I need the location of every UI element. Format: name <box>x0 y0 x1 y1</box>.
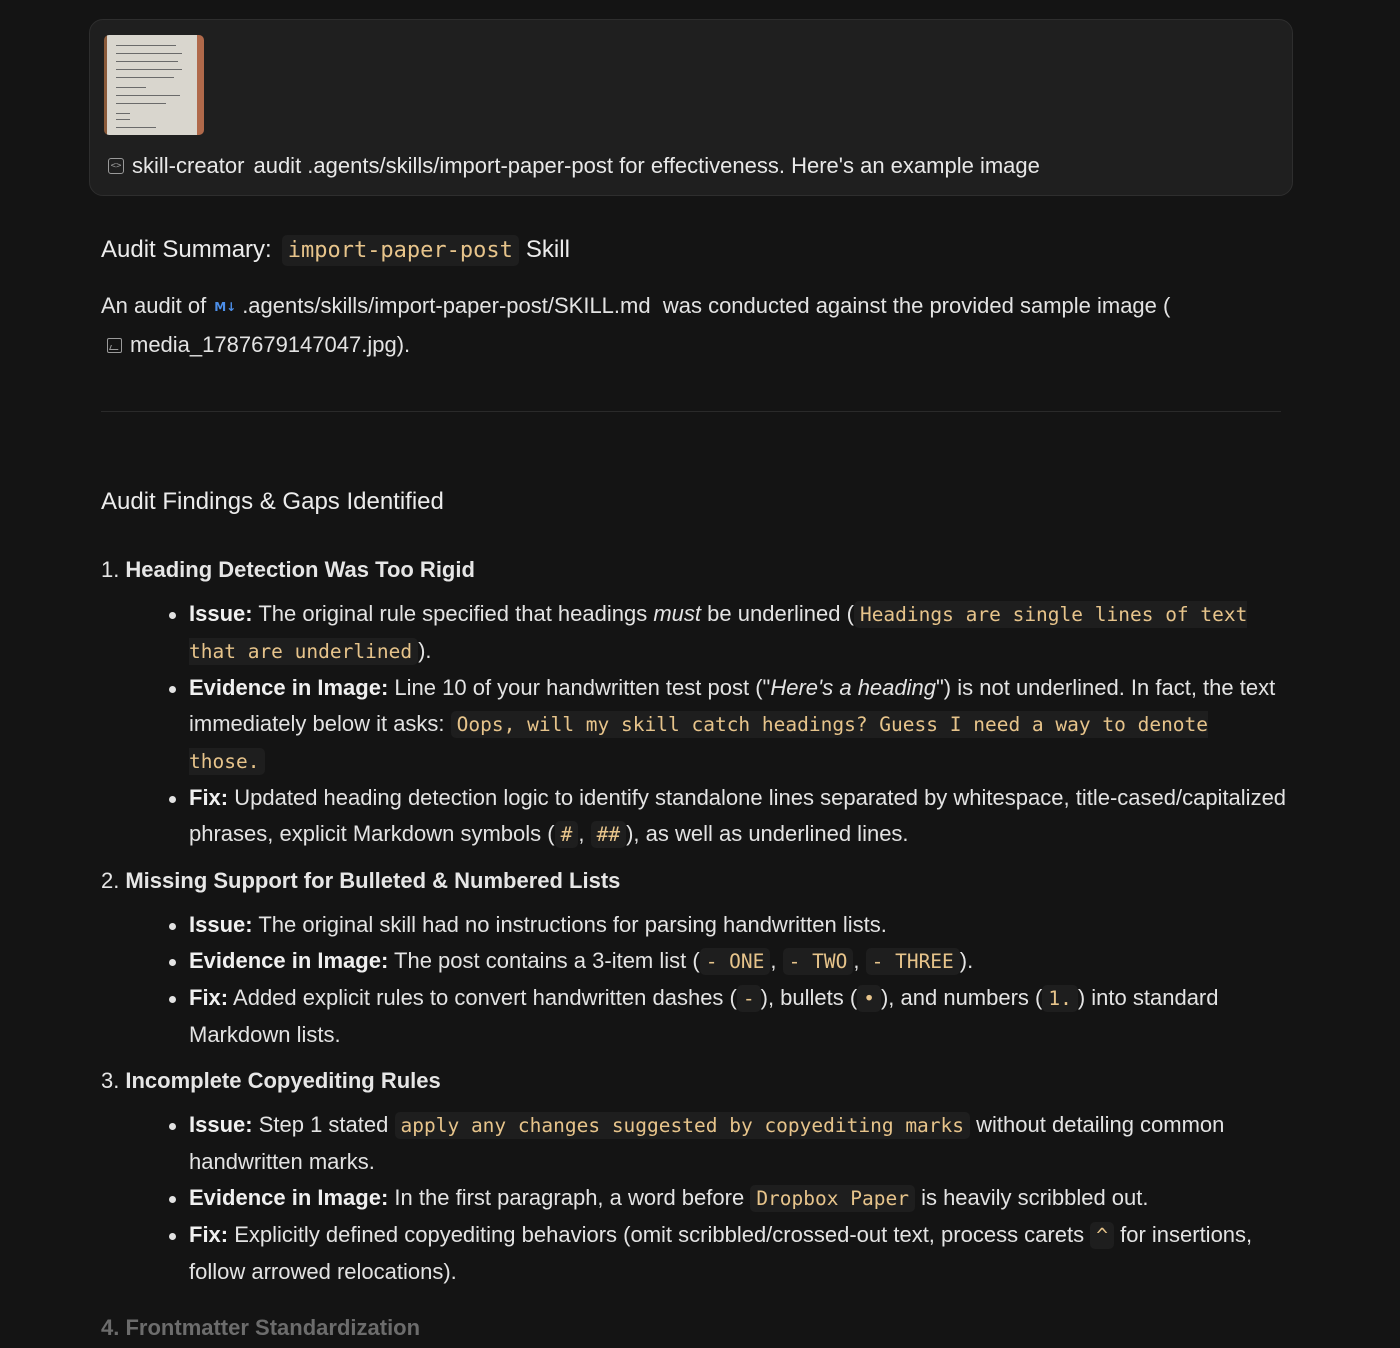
inline-code: Oops, will my skill catch headings? Guess I need a way to denote those. <box>189 713 1209 773</box>
evidence-point <box>189 943 1291 980</box>
skill-file-link[interactable]: .agents/skills/import-paper-post/SKILL.md <box>242 293 651 318</box>
skill-name-code: import-paper-post <box>282 235 519 266</box>
point-text: ") is not underlined. In fact, the text immediately below it asks: <box>189 675 1276 736</box>
evidence-label: Evidence in Image: <box>189 948 389 973</box>
image-file-icon <box>107 338 122 353</box>
point-text: ), as well as underlined lines. <box>626 821 909 846</box>
finding-number: 2. <box>101 868 120 893</box>
point-text: Step 1 stated <box>258 1112 389 1137</box>
point-text: Line 10 of your handwritten test post (" <box>394 675 771 700</box>
inline-code: ## <box>591 821 626 848</box>
attached-image-thumbnail[interactable] <box>104 35 204 135</box>
point-text: ) into standard Markdown lists. <box>189 985 1219 1047</box>
inline-code: - ONE <box>700 948 771 975</box>
point-text: , <box>853 948 860 973</box>
intro-text: An audit of <box>101 293 207 318</box>
point-text: without detailing common handwritten marks. <box>189 1112 1225 1174</box>
inline-code: - TWO <box>783 948 854 975</box>
issue-point <box>189 907 1291 943</box>
inline-code: 1. <box>1042 985 1077 1012</box>
point-text: , <box>578 821 585 846</box>
finding-title-text: Incomplete Copyediting Rules <box>125 1068 441 1093</box>
skill-command-chip[interactable]: skill-creator <box>132 153 245 178</box>
inline-code: Dropbox Paper <box>750 1185 915 1212</box>
evidence-label: Evidence in Image: <box>189 1185 389 1210</box>
point-text: is heavily scribbled out. <box>921 1185 1149 1210</box>
issue-point <box>189 596 1291 670</box>
inline-code: apply any changes suggested by copyediting marks <box>395 1112 971 1139</box>
summary-suffix: Skill <box>525 236 570 263</box>
point-text: ), and numbers ( <box>880 985 1043 1010</box>
fix-point <box>189 980 1291 1053</box>
inline-code: • <box>857 985 881 1012</box>
intro-text: was conducted against the provided sample image ( <box>662 293 1171 318</box>
prompt-card <box>89 19 1293 196</box>
finding-title <box>101 861 1291 901</box>
issue-point <box>189 1107 1291 1180</box>
finding-points <box>101 1107 1291 1290</box>
point-text: The post contains a 3-item list ( <box>394 948 700 973</box>
fix-label: Fix: <box>189 785 229 810</box>
finding-title-text: Missing Support for Bulleted & Numbered Lists <box>125 868 621 893</box>
point-text: be underlined ( <box>707 601 854 626</box>
finding-item <box>101 1061 1291 1290</box>
finding-item <box>101 550 1291 853</box>
inline-code: ^ <box>1090 1222 1114 1249</box>
finding-points <box>101 596 1291 853</box>
intro-text: ). <box>396 332 411 357</box>
evidence-label: Evidence in Image: <box>189 675 389 700</box>
markdown-file-icon: M↓ <box>214 300 237 314</box>
point-text: The original rule specified that headings <box>258 601 648 626</box>
finding-number: 1. <box>101 557 120 582</box>
image-file-link[interactable]: media_1787679147047.jpg <box>130 332 397 357</box>
evidence-point <box>189 1180 1291 1217</box>
summary-prefix: Audit Summary: <box>101 236 272 263</box>
finding-number: 3. <box>101 1068 120 1093</box>
point-text: The original skill had no instructions for parsing handwritten lists. <box>258 912 887 937</box>
issue-label: Issue: <box>189 1112 253 1137</box>
findings-heading: Audit Findings & Gaps Identified <box>101 488 444 515</box>
point-text: ). <box>418 638 432 663</box>
point-text: Updated heading detection logic to identify standalone lines separated by whitespace, title-cased/capitalized phrases, explicit Markdown symbols ( <box>189 785 1287 846</box>
point-text: for insertions, follow arrowed relocations). <box>189 1222 1253 1284</box>
emphasis-text: Here's a heading <box>770 675 936 700</box>
audit-summary-heading <box>101 233 570 267</box>
fix-label: Fix: <box>189 1222 229 1247</box>
inline-code: - THREE <box>866 948 960 975</box>
finding-title-partial <box>101 1308 420 1348</box>
intro-paragraph <box>101 287 1286 363</box>
prompt-text-line <box>108 152 1040 180</box>
inline-code: Headings are single lines of text that are underlined <box>189 603 1248 663</box>
finding-points <box>101 907 1291 1053</box>
finding-item <box>101 861 1291 1053</box>
emphasis-text: must <box>653 601 702 626</box>
fix-point <box>189 1217 1291 1290</box>
finding-title-text: Frontmatter Standardization <box>125 1315 421 1340</box>
finding-number: 4. <box>101 1315 120 1340</box>
inline-code: - <box>737 985 761 1012</box>
point-text: Added explicit rules to convert handwritten dashes ( <box>233 985 737 1010</box>
section-divider <box>101 411 1281 412</box>
finding-title-text: Heading Detection Was Too Rigid <box>125 557 475 582</box>
findings-list <box>101 550 1291 1298</box>
fix-point <box>189 780 1291 853</box>
point-text: , <box>770 948 777 973</box>
prompt-text: audit .agents/skills/import-paper-post for effectiveness. Here's an example image <box>253 153 1040 178</box>
point-text: ). <box>959 948 974 973</box>
point-text: ), bullets ( <box>760 985 858 1010</box>
issue-label: Issue: <box>189 912 253 937</box>
inline-code: # <box>555 821 579 848</box>
point-text: In the first paragraph, a word before <box>394 1185 745 1210</box>
evidence-point <box>189 670 1291 780</box>
fix-label: Fix: <box>189 985 229 1010</box>
issue-label: Issue: <box>189 601 253 626</box>
finding-title <box>101 1061 1291 1101</box>
code-brackets-icon: <> <box>108 158 124 174</box>
finding-title <box>101 550 1291 590</box>
point-text: Explicitly defined copyediting behaviors (omit scribbled/crossed-out text, process carets <box>234 1222 1085 1247</box>
